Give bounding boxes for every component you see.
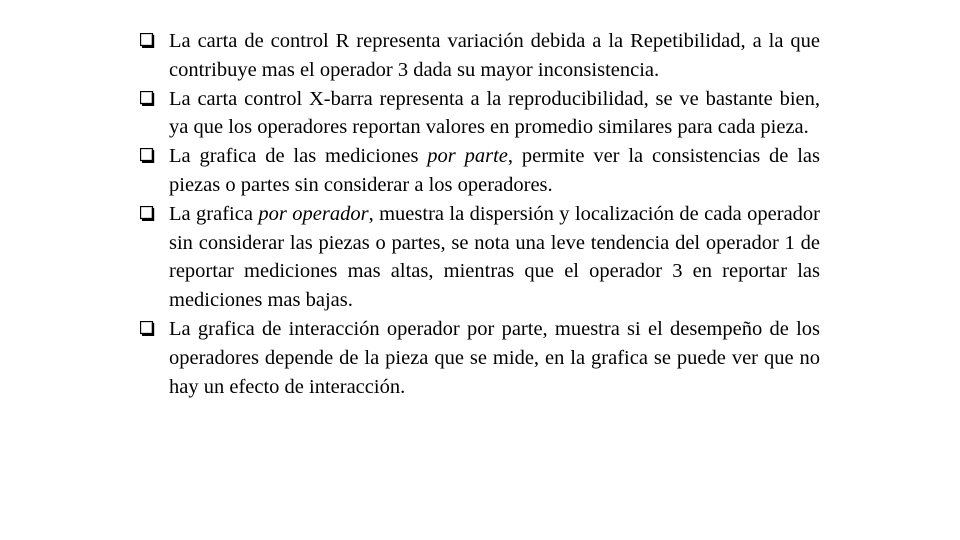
checkbox-square-icon: [140, 321, 155, 336]
bullet-text: La carta de control R representa variación debida a la Repetibilidad, a la que contribuye mas el operador 3 dada su mayor inconsistencia.: [169, 30, 820, 81]
checkbox-square-icon: [140, 206, 155, 221]
bullet-text: La grafica por operador, muestra la dispersión y localización de cada operador sin considerar las piezas o partes, se nota una leve tendencia del operador 1 de reportar mediciones mas altas, mientras que el operador 3 en reportar las mediciones mas bajas.: [169, 202, 820, 312]
bullet-text: La grafica de las mediciones por parte, permite ver la consistencias de las piezas o partes sin considerar a los operadores.: [169, 145, 821, 196]
bullet-item: [140, 315, 820, 401]
bullet-text: La carta control X-barra representa a la reproducibilidad, se ve bastante bien, ya que los operadores reportan valores en promedio similares para cada pieza.: [169, 87, 820, 139]
checkbox-square-icon: [140, 33, 155, 48]
bullet-item: [140, 85, 820, 143]
bullet-text: La grafica de interacción operador por parte, muestra si el desempeño de los operadores depende de la pieza que se mide, en la grafica se puede ver que no hay un efecto de interacción.: [169, 317, 820, 398]
bullet-item: [140, 142, 820, 200]
bullet-item: [140, 200, 820, 315]
bullet-item: [140, 27, 820, 85]
checkbox-square-icon: [140, 148, 155, 163]
checkbox-square-icon: [140, 91, 155, 106]
bullet-list: [140, 27, 820, 401]
